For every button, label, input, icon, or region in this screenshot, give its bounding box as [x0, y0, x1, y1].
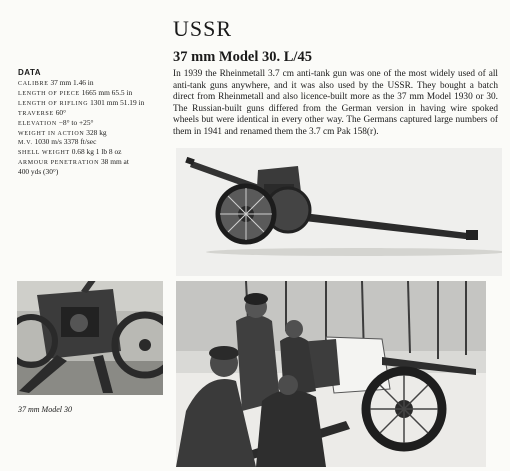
gun-rear-view-photo	[17, 281, 163, 395]
data-value: −8° to +25°	[58, 117, 94, 127]
data-value: 60°	[55, 107, 67, 117]
data-key: ELEVATION	[18, 120, 57, 127]
photo-caption: 37 mm Model 30	[18, 405, 72, 414]
data-value: 1301 mm 51.19 in	[90, 97, 145, 107]
data-value: 1030 m/s 3378 ft/sec	[34, 137, 97, 147]
data-row	[18, 168, 144, 178]
data-row	[18, 119, 144, 129]
data-table	[18, 79, 144, 178]
data-key: TRAVERSE	[18, 110, 54, 117]
data-key: SHELL WEIGHT	[18, 150, 70, 157]
data-value: 37 mm 1.46 in	[50, 78, 94, 87]
data-key: M.V.	[18, 140, 33, 147]
page-title: USSR	[173, 16, 233, 41]
data-heading: DATA	[18, 68, 42, 77]
section-title: 37 mm Model 30. L/45	[173, 49, 312, 65]
data-row	[18, 99, 144, 109]
soldiers-with-gun-photo	[176, 281, 486, 467]
data-key: LENGTH OF RIFLING	[18, 100, 89, 107]
data-key: ARMOUR PENETRATION	[18, 160, 100, 167]
data-key: LENGTH OF PIECE	[18, 90, 80, 97]
data-value: 38 mm at	[100, 157, 129, 167]
data-value: 400 yds (30°)	[18, 167, 59, 177]
data-value: 1665 mm 65.5 in	[81, 87, 133, 97]
data-value: 328 kg	[86, 127, 107, 137]
data-key: WEIGHT IN ACTION	[18, 130, 85, 137]
data-key: CALIBRE	[18, 81, 49, 87]
body-paragraph: In 1939 the Rheinmetall 3.7 cm anti-tank gun was one of the most widely used of all anti-tank guns anywhere, and it was also used by the USSR. They bought a batch direct from Rheinmetall and also licence-built more as the 37 mm Model 1930 or 30. The Russian-built guns differed from the German version in having wire spoked wheels but were identical in every other way. The Germans captured large numbers of them in 1941 and renamed them the 3.7 cm Pak 158(r).	[173, 69, 498, 137]
data-value: 0.68 kg 1 lb 8 oz	[71, 147, 122, 157]
gun-side-view-photo	[176, 148, 502, 276]
